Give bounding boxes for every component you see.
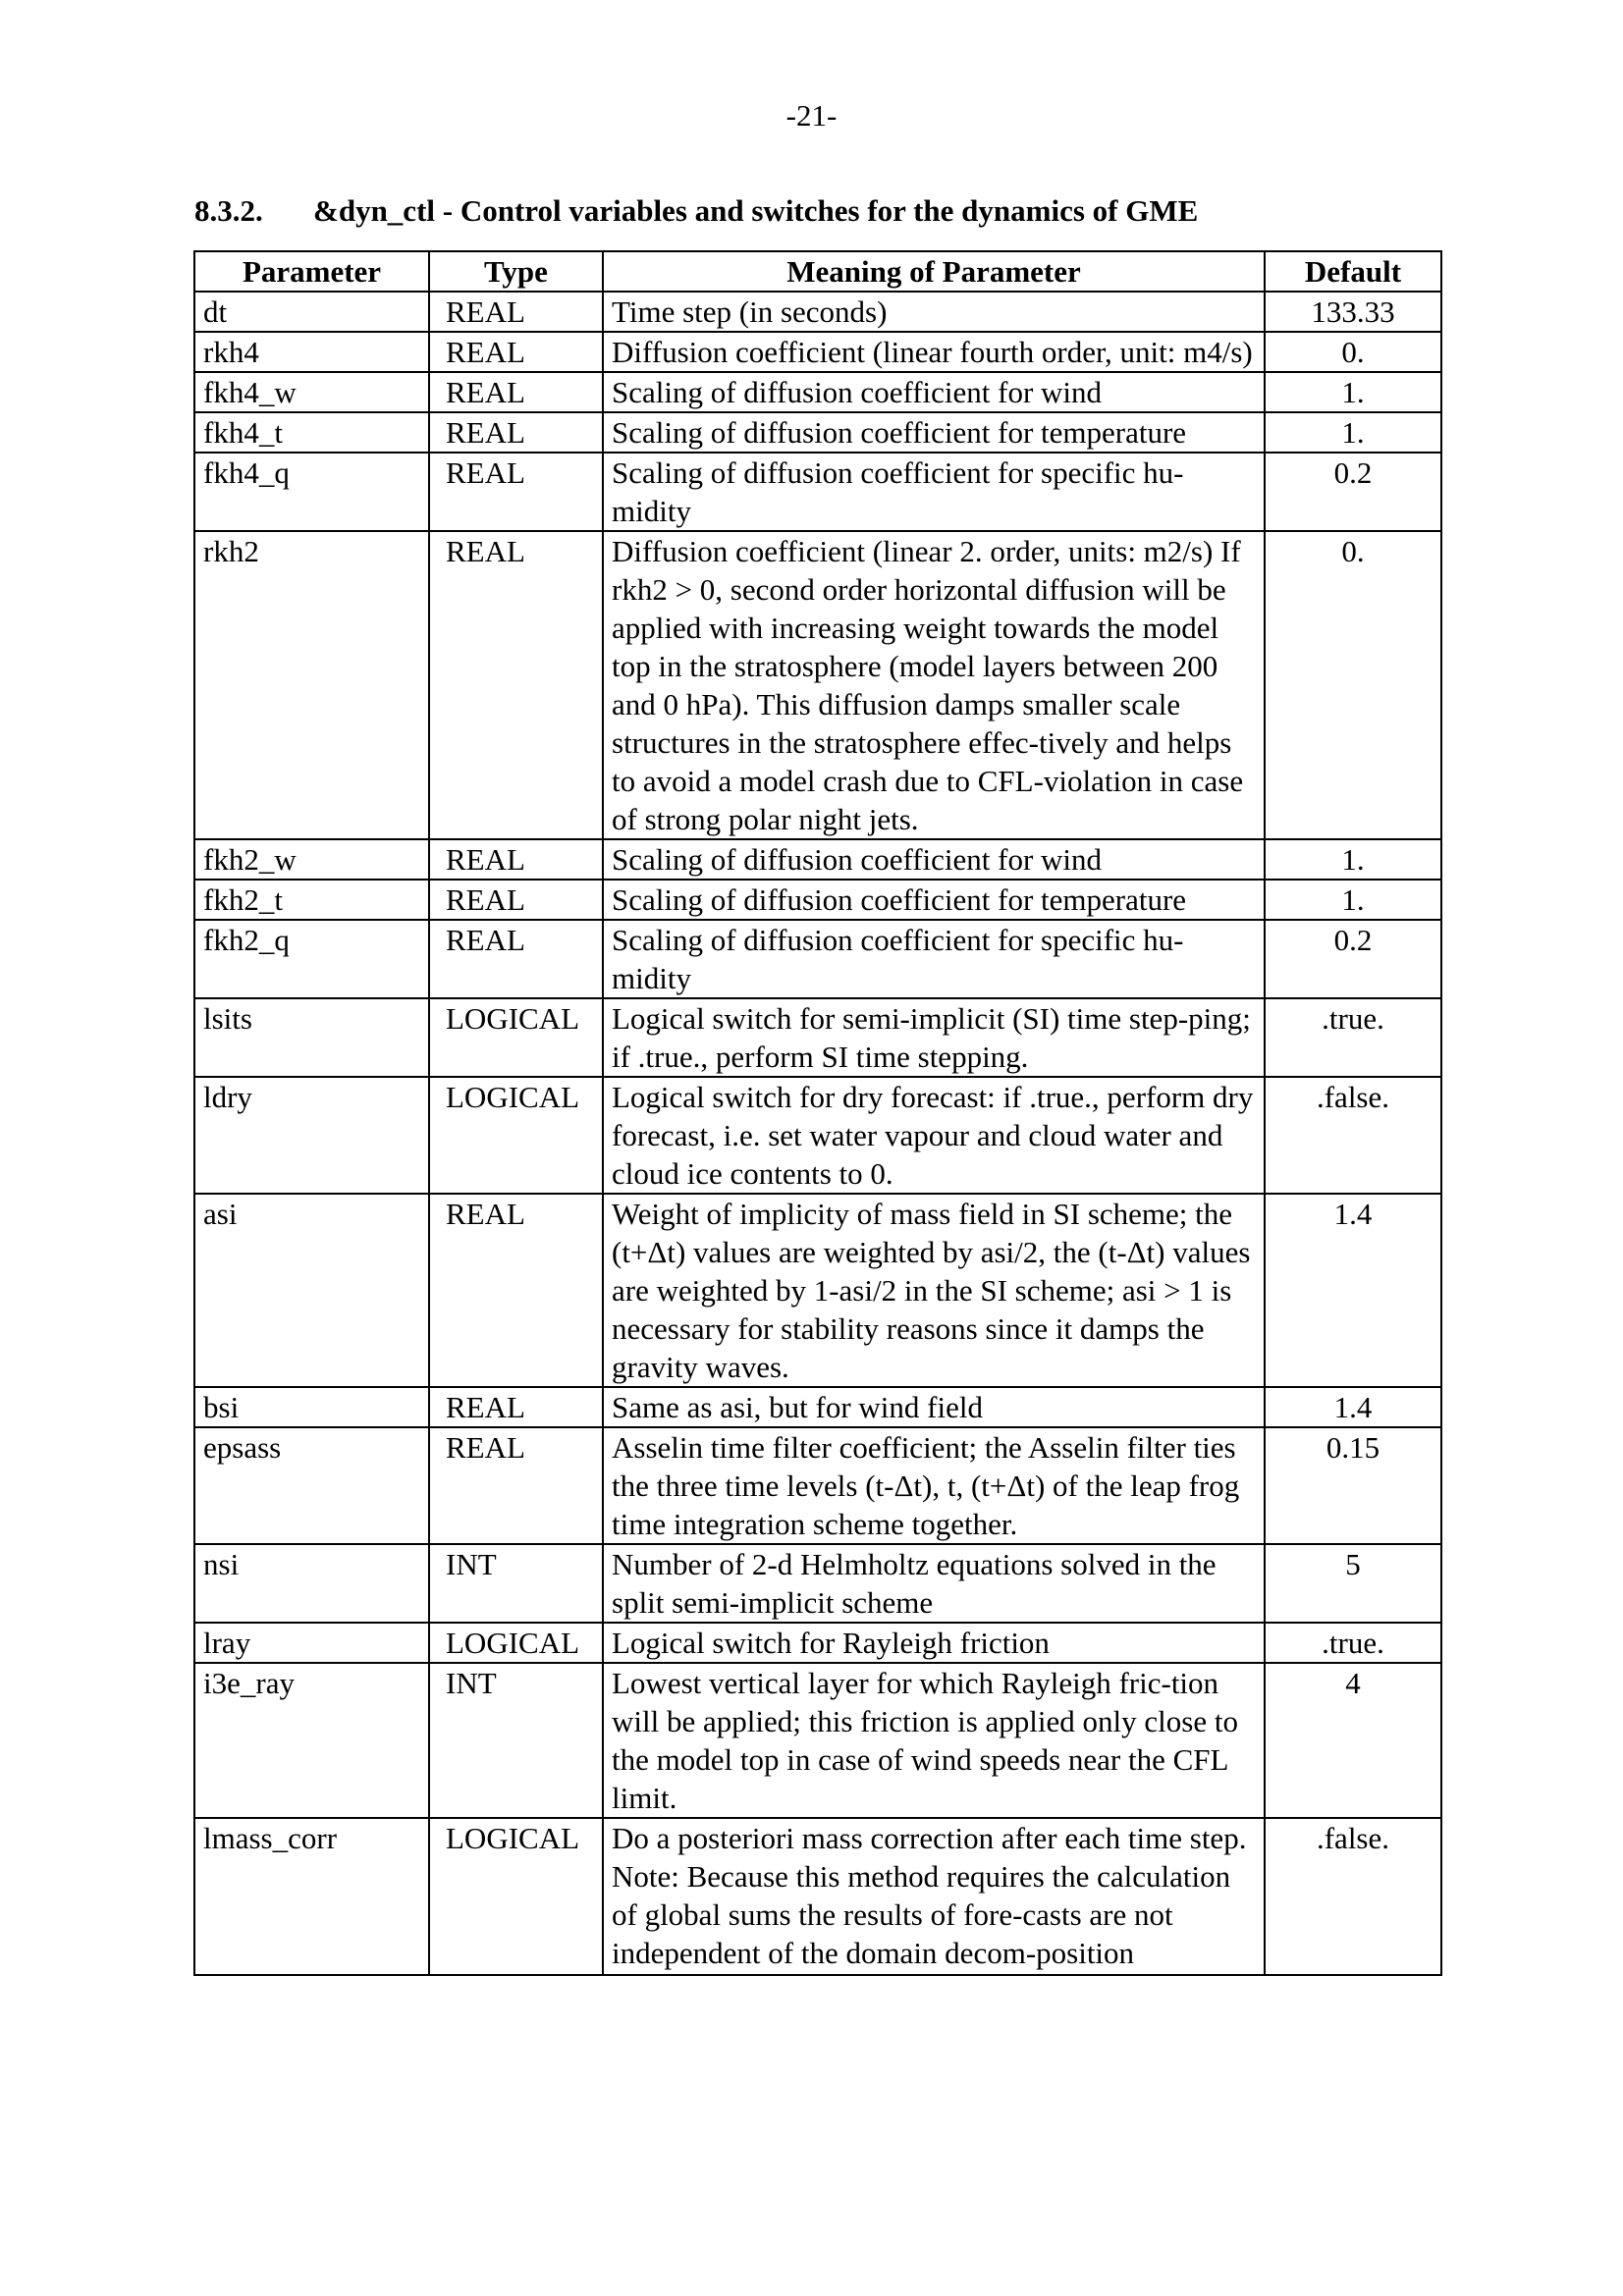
type-cell: REAL [429,920,603,998]
type-cell: REAL [429,839,603,880]
table-row [194,1818,1441,1975]
type-cell: REAL [429,1194,603,1387]
default-cell: 1.4 [1265,1194,1441,1387]
default-cell: 5 [1265,1544,1441,1623]
param-cell: bsi [194,1387,429,1427]
type-cell: REAL [429,372,603,412]
default-cell: 1.4 [1265,1387,1441,1427]
param-cell: asi [194,1194,429,1387]
table-row [194,839,1441,880]
type-cell: LOGICAL [429,998,603,1077]
param-cell: rkh4 [194,332,429,372]
param-cell: fkh2_t [194,880,429,920]
section-number: 8.3.2. [194,193,263,228]
param-cell: fkh4_q [194,453,429,531]
default-cell: 0. [1265,332,1441,372]
table-header-row [194,251,1441,292]
meaning-cell: Logical switch for dry forecast: if .true., perform dry forecast, i.e. set water vapour and cloud water and cloud ice contents to 0. [603,1077,1265,1194]
meaning-cell: Scaling of diffusion coefficient for temperature [603,412,1265,453]
default-cell: 0. [1265,531,1441,839]
type-cell: LOGICAL [429,1077,603,1194]
meaning-cell: Scaling of diffusion coefficient for wind [603,839,1265,880]
table-row [194,998,1441,1077]
param-cell: rkh2 [194,531,429,839]
type-cell: REAL [429,531,603,839]
param-cell: lray [194,1623,429,1663]
default-cell: 0.15 [1265,1427,1441,1544]
meaning-cell: Scaling of diffusion coefficient for temperature [603,880,1265,920]
header-default: Default [1265,251,1441,292]
section-title: &dyn_ctl - Control variables and switches for the dynamics of GME [313,193,1199,228]
meaning-cell: Do a posteriori mass correction after each time step. Note: Because this method requires the calculation of global sums the results of fore-casts are not independent of the domain decom-position [603,1818,1265,1975]
table-row [194,1077,1441,1194]
default-cell: .false. [1265,1077,1441,1194]
meaning-cell: Asselin time filter coefficient; the Asselin filter ties the three time levels (t-Δt), t, (t+Δt) of the leap frog time integration scheme together. [603,1427,1265,1544]
param-cell: fkh2_w [194,839,429,880]
param-cell: ldry [194,1077,429,1194]
meaning-cell: Time step (in seconds) [603,292,1265,332]
meaning-cell: Number of 2-d Helmholtz equations solved in the split semi-implicit scheme [603,1544,1265,1623]
meaning-cell: Same as asi, but for wind field [603,1387,1265,1427]
meaning-cell: Scaling of diffusion coefficient for wind [603,372,1265,412]
meaning-cell: Scaling of diffusion coefficient for specific hu-midity [603,920,1265,998]
type-cell: REAL [429,332,603,372]
meaning-cell: Logical switch for Rayleigh friction [603,1623,1265,1663]
default-cell: 1. [1265,372,1441,412]
header-parameter: Parameter [194,251,429,292]
section-heading [194,193,1198,229]
default-cell: 0.2 [1265,920,1441,998]
table-row [194,880,1441,920]
meaning-cell: Scaling of diffusion coefficient for specific hu-midity [603,453,1265,531]
type-cell: LOGICAL [429,1818,603,1975]
default-cell: 1. [1265,412,1441,453]
table-row [194,453,1441,531]
default-cell: .true. [1265,998,1441,1077]
type-cell: REAL [429,412,603,453]
type-cell: REAL [429,292,603,332]
default-cell: 4 [1265,1663,1441,1818]
table-row [194,1663,1441,1818]
page-number: -21- [785,98,838,133]
default-cell: .true. [1265,1623,1441,1663]
type-cell: INT [429,1544,603,1623]
table-row [194,1544,1441,1623]
meaning-cell: Logical switch for semi-implicit (SI) time step-ping; if .true., perform SI time stepping. [603,998,1265,1077]
param-cell: fkh4_t [194,412,429,453]
param-cell: lsits [194,998,429,1077]
table-row [194,920,1441,998]
table-row [194,1427,1441,1544]
type-cell: REAL [429,1427,603,1544]
default-cell: 1. [1265,839,1441,880]
default-cell: .false. [1265,1818,1441,1975]
param-cell: fkh2_q [194,920,429,998]
default-cell: 1. [1265,880,1441,920]
param-cell: dt [194,292,429,332]
type-cell: REAL [429,453,603,531]
table-row [194,412,1441,453]
table-row [194,1387,1441,1427]
type-cell: INT [429,1663,603,1818]
type-cell: REAL [429,880,603,920]
param-cell: nsi [194,1544,429,1623]
header-type: Type [429,251,603,292]
meaning-cell: Lowest vertical layer for which Rayleigh fric-tion will be applied; this friction is applied only close to the model top in case of wind speeds near the CFL limit. [603,1663,1265,1818]
table-row [194,1623,1441,1663]
header-meaning: Meaning of Parameter [603,251,1265,292]
meaning-cell: Weight of implicity of mass field in SI scheme; the (t+Δt) values are weighted by asi/2, the (t-Δt) values are weighted by 1-asi/2 in the SI scheme; asi > 1 is necessary for stability reasons since it damps the gravity waves. [603,1194,1265,1387]
default-cell: 0.2 [1265,453,1441,531]
param-cell: epsass [194,1427,429,1544]
param-cell: i3e_ray [194,1663,429,1818]
table-row [194,1194,1441,1387]
table-row [194,372,1441,412]
meaning-cell: Diffusion coefficient (linear 2. order, units: m2/s) If rkh2 > 0, second order horizontal diffusion will be applied with increasing weight towards the model top in the stratosphere (model layers between 200 and 0 hPa). This diffusion damps smaller scale structures in the stratosphere effec-tively and helps to avoid a model crash due to CFL-violation in case of strong polar night jets. [603,531,1265,839]
table-row [194,531,1441,839]
param-cell: lmass_corr [194,1818,429,1975]
type-cell: REAL [429,1387,603,1427]
default-cell: 133.33 [1265,292,1441,332]
meaning-cell: Diffusion coefficient (linear fourth order, unit: m4/s) [603,332,1265,372]
parameter-table [193,250,1442,1976]
param-cell: fkh4_w [194,372,429,412]
table-row [194,332,1441,372]
type-cell: LOGICAL [429,1623,603,1663]
table-row [194,292,1441,332]
